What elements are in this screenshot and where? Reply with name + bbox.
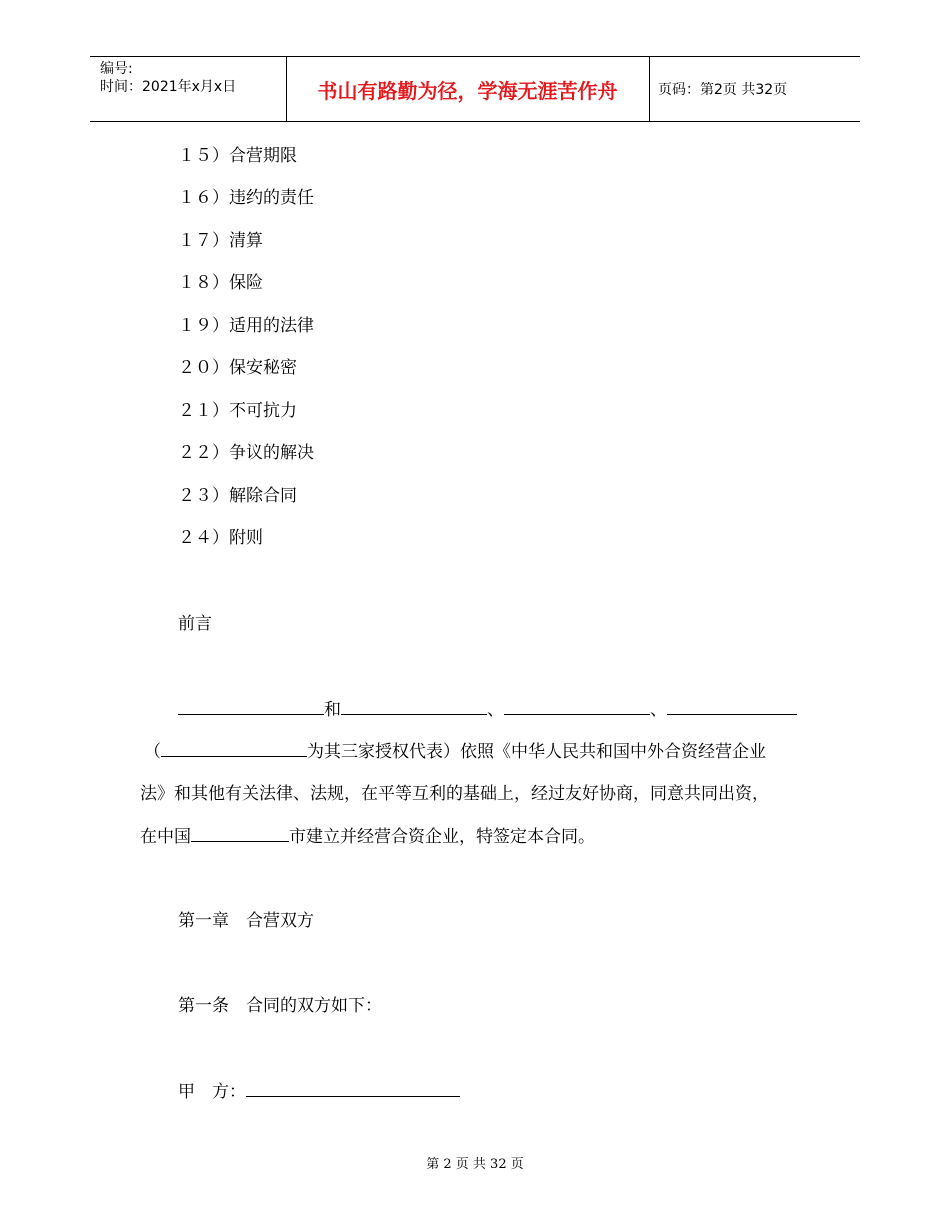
- header-motto: 书山有路勤为径，学海无涯苦作舟: [317, 79, 618, 103]
- toc-item: １９）适用的法律: [178, 316, 314, 336]
- and-text: 和: [324, 700, 341, 720]
- blank-party-2[interactable]: [341, 697, 487, 715]
- separator: 、: [650, 700, 667, 720]
- page-info: 页码：第2页 共32页: [658, 82, 788, 98]
- toc-item: ２４）附则: [178, 528, 263, 548]
- preface-line-3: 法》和其他有关法律、法规，在平等互利的基础上，经过友好协商，同意共同出资，: [140, 784, 769, 804]
- toc-item: ２３）解除合同: [178, 486, 297, 506]
- party-a-label: 甲 方：: [178, 1082, 246, 1102]
- preface-line-4-text: 市建立并经营合资企业，特签定本合同。: [289, 827, 595, 847]
- preface-title: 前言: [178, 614, 212, 634]
- preface-line-4: [140, 824, 595, 849]
- toc-item: １７）清算: [178, 231, 263, 251]
- blank-party-3[interactable]: [504, 697, 650, 715]
- toc-item: ２０）保安秘密: [178, 358, 297, 378]
- toc-item: ２１）不可抗力: [178, 401, 297, 421]
- toc-item: １６）违约的责任: [178, 188, 314, 208]
- article-title: 第一条 合同的双方如下：: [178, 996, 382, 1016]
- blank-city[interactable]: [191, 824, 289, 842]
- time-label: 时间：2021年x月x日: [100, 79, 237, 95]
- header-bottom-rule: [90, 121, 860, 122]
- blank-representatives[interactable]: [161, 739, 307, 757]
- header-divider-right: [649, 56, 650, 122]
- header-top-rule: [90, 56, 860, 57]
- page-footer: 第 2 页 共 32 页: [426, 1157, 524, 1172]
- preface-line-2: [144, 739, 766, 764]
- serial-label: 编号:: [100, 61, 133, 77]
- open-paren: （: [144, 742, 161, 762]
- blank-party-a[interactable]: [246, 1079, 460, 1097]
- preface-line-2-text: 为其三家授权代表）依照《中华人民共和国中外合资经营企业: [307, 742, 766, 762]
- toc-item: １８）保险: [178, 273, 263, 293]
- blank-party-4[interactable]: [667, 697, 797, 715]
- blank-party-1[interactable]: [178, 697, 324, 715]
- toc-item: １５）合营期限: [178, 146, 297, 166]
- chapter-title: 第一章 合营双方: [178, 911, 314, 931]
- toc-item: ２２）争议的解决: [178, 443, 314, 463]
- party-a-line: [178, 1079, 460, 1104]
- separator: 、: [487, 700, 504, 720]
- preface-line-1: [178, 697, 797, 722]
- preface-line-4-start: 在中国: [140, 827, 191, 847]
